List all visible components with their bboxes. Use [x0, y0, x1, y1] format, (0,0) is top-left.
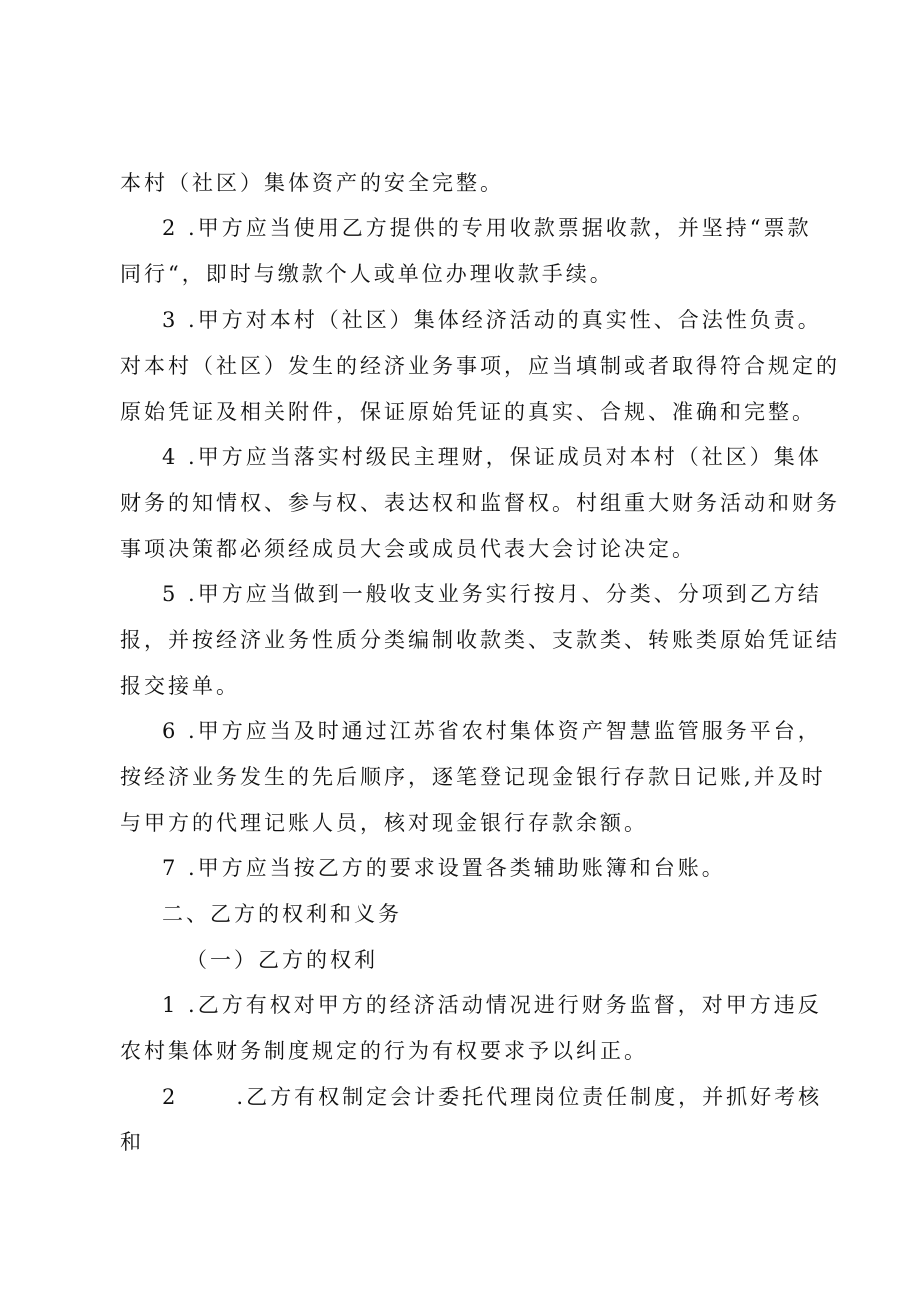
text-line: 财务的知情权、参与权、表达权和监督权。村组重大财务活动和财务 — [120, 491, 840, 515]
text-line: 6 .甲方应当及时通过江苏省农村集体资产智慧监管服务平台， — [162, 719, 822, 743]
text-line: 与甲方的代理记账人员，核对现金银行存款余额。 — [120, 811, 648, 835]
text-line: 4 .甲方应当落实村级民主理财，保证成员对本村（社区）集体 — [162, 445, 822, 469]
text-line: 2 .甲方应当使用乙方提供的专用收款票据收款，并坚持“票款 — [162, 216, 812, 240]
text-line: 1 .乙方有权对甲方的经济活动情况进行财务监督，对甲方违反 — [162, 993, 822, 1017]
text-line: 事项决策都必须经成员大会或成员代表大会讨论决定。 — [120, 537, 696, 561]
text-line: 按经济业务发生的先后顺序，逐笔登记现金银行存款日记账,并及时 — [120, 765, 826, 789]
text-line: 原始凭证及相关附件，保证原始凭证的真实、合规、准确和完整。 — [120, 400, 816, 424]
text-line: 对本村（社区）发生的经济业务事项，应当填制或者取得符合规定的 — [120, 354, 840, 378]
text-line: 报交接单。 — [120, 674, 240, 698]
subsection-heading: （一）乙方的权利 — [186, 948, 378, 972]
text-line: 报，并按经济业务性质分类编制收款类、支款类、转账类原始凭证结 — [120, 628, 840, 652]
text-line: 3 .甲方对本村（社区）集体经济活动的真实性、合法性负责。 — [162, 308, 822, 332]
text-line: 7 .甲方应当按乙方的要求设置各类辅助账簿和台账。 — [162, 856, 726, 880]
text-line: 农村集体财务制度规定的行为有权要求予以纠正。 — [120, 1039, 648, 1063]
text-line: 本村（社区）集体资产的安全完整。 — [120, 171, 504, 195]
text-line: 5 .甲方应当做到一般收支业务实行按月、分类、分项到乙方结 — [162, 582, 822, 606]
section-heading: 二、乙方的权利和义务 — [162, 902, 402, 926]
text-line: 2 .乙方有权制定会计委托代理岗位责任制度，并抓好考核 — [162, 1085, 823, 1109]
text-line: 同行“，即时与缴款个人或单位办理收款手续。 — [120, 262, 614, 286]
text-line: 和 — [120, 1130, 144, 1154]
